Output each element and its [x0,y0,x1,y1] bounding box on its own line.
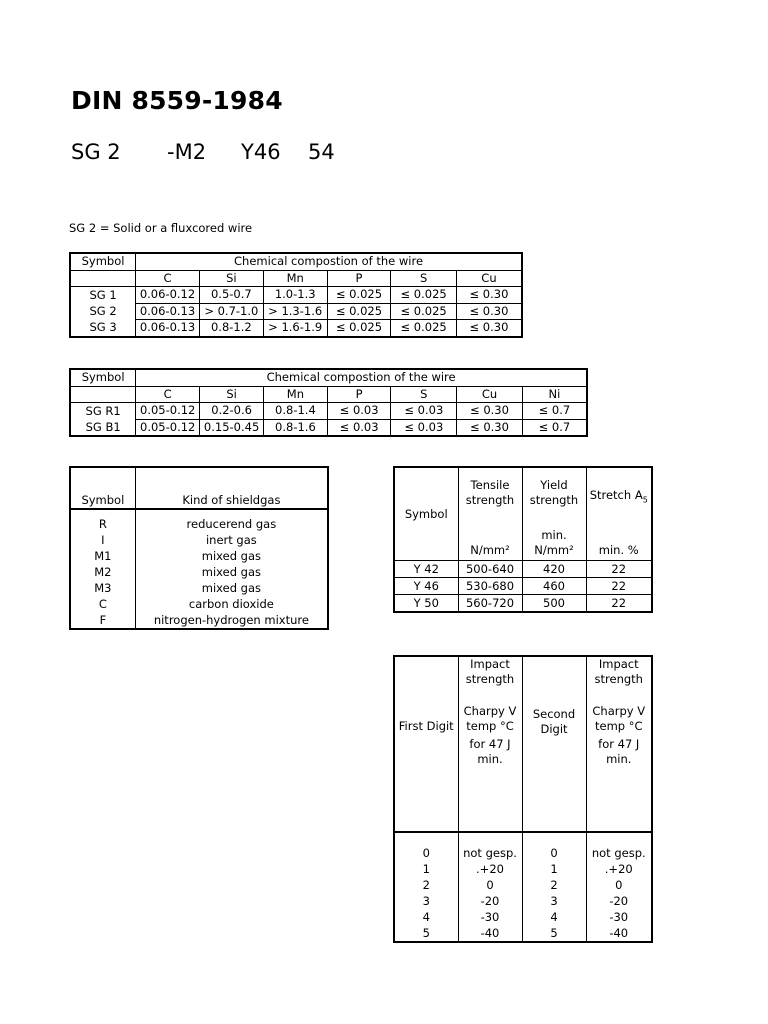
table-cell: 1.0-1.3 [263,287,327,304]
impact-header-2 [586,656,652,832]
designation-wire: SG 2 [71,140,121,164]
temp: -40 [458,925,522,942]
gas-kind: reducerend gas [135,509,328,532]
symbol-header: Symbol [70,467,135,509]
gas-kind: mixed gas [135,564,328,580]
impact-label-1: Impact strength [465,657,515,686]
tensile-header [458,467,522,561]
page-title: DIN 8559-1984 [71,86,283,115]
table-cell: ≤ 0.03 [327,403,391,420]
stretch-unit: min. % [598,543,639,557]
table-row [70,403,587,420]
table-row [70,580,328,596]
table-header-row [70,467,328,509]
table-row [70,287,522,304]
element-header-row [70,270,522,287]
temp: .+20 [586,861,652,877]
table-cell: ≤ 0.30 [456,303,522,320]
designation-yield: Y46 [241,140,281,164]
digit: 5 [422,925,430,940]
temp: -30 [586,909,652,925]
table-cell: 22 [586,578,652,595]
gas-kind: mixed gas [135,580,328,596]
table-row [394,578,652,595]
grade-symbol: Y 42 [394,561,458,578]
col-mn: Mn [263,270,327,287]
gas-symbol: M2 [94,564,112,579]
table-cell: 22 [586,595,652,613]
kind-header: Kind of shieldgas [135,467,328,509]
table-header-row [70,369,587,386]
digit: 1 [522,861,586,877]
impact-table [393,655,653,943]
col-si: Si [200,386,264,403]
table-cell: ≤ 0.025 [327,303,391,320]
digit: 2 [522,877,586,893]
grade-symbol: Y 46 [394,578,458,595]
row-symbol: SG 3 [70,320,136,337]
stretch-header [586,467,652,561]
table-cell: ≤ 0.30 [456,320,522,337]
temp: not gesp. [586,832,652,861]
table-row [70,532,328,548]
gas-symbol: M3 [94,580,112,595]
table-cell: 500-640 [458,561,522,578]
empty-cell [70,270,136,287]
table-cell: ≤ 0.025 [391,303,457,320]
table-cell: ≤ 0.30 [457,419,523,436]
table-cell: 0.8-1.2 [199,320,263,337]
temp: -30 [458,909,522,925]
empty-cell [70,386,136,403]
table-cell: 0.05-0.12 [136,419,200,436]
table-cell: ≤ 0.7 [522,419,587,436]
col-mn: Mn [264,386,328,403]
symbol-header: Symbol [70,369,136,386]
designation-gas: -M2 [167,140,207,164]
table-cell: ≤ 0.30 [456,287,522,304]
min-label-2: for 47 J min. [598,737,640,766]
col-p: P [327,270,391,287]
chemical-composition-table-2 [69,368,588,437]
table-cell: 0.2-0.6 [200,403,264,420]
table-cell: ≤ 0.025 [391,287,457,304]
composition-header: Chemical compostion of the wire [136,369,587,386]
table-cell: 0.06-0.13 [136,320,200,337]
gas-kind: inert gas [135,532,328,548]
gas-symbol: I [101,532,105,547]
col-cu: Cu [457,386,523,403]
table-row [70,320,522,337]
table-header-row [394,656,652,832]
col-ni: Ni [522,386,587,403]
table-header-row [394,467,652,561]
yield-header [522,467,586,561]
table-cell: 530-680 [458,578,522,595]
digit: 0 [522,832,586,861]
gas-symbol: M1 [94,548,112,563]
table-row [70,548,328,564]
yield-label: Yield strength [529,478,579,507]
table-cell: 420 [522,561,586,578]
element-header-row [70,386,587,403]
table-row [394,561,652,578]
digit: 3 [422,893,430,908]
yield-unit: min. N/mm² [534,528,574,557]
table-header-row [70,253,522,270]
table-row [394,861,652,877]
row-symbol: SG B1 [70,419,136,436]
table-cell: ≤ 0.7 [522,403,587,420]
table-cell: 500 [522,595,586,613]
gas-symbol: R [98,516,107,531]
stretch-subscript: 5 [642,495,648,505]
col-c: C [136,270,200,287]
strength-table [393,466,653,613]
digit: 3 [522,893,586,909]
second-digit-header [522,656,586,832]
table-cell: 0.15-0.45 [200,419,264,436]
gas-symbol: C [98,596,107,611]
temp: 0 [458,877,522,893]
charpy-label-2: Charpy V temp °C [592,704,646,733]
table-cell: > 1.6-1.9 [263,320,327,337]
temp: .+20 [458,861,522,877]
gas-kind: mixed gas [135,548,328,564]
impact-header-1 [458,656,522,832]
table-row [394,893,652,909]
symbol-header: Symbol [394,467,458,561]
grade-symbol: Y 50 [394,595,458,613]
table-cell: 0.8-1.6 [264,419,328,436]
stretch-text: Stretch A [589,488,643,502]
table-cell: 0.5-0.7 [199,287,263,304]
tensile-unit: N/mm² [470,543,510,557]
table-row [70,419,587,436]
table-cell: ≤ 0.025 [327,287,391,304]
impact-label-2: Impact strength [594,657,643,686]
second-digit-label: Second Digit [532,707,576,736]
chemical-composition-table-1 [69,252,523,338]
table-row [70,564,328,580]
col-s: S [391,270,457,287]
first-digit-header: First Digit [394,656,458,832]
col-cu: Cu [456,270,522,287]
composition-header: Chemical compostion of the wire [136,253,522,270]
table-row [394,909,652,925]
table-cell: ≤ 0.025 [327,320,391,337]
row-symbol: SG 1 [70,287,136,304]
table-cell: 0.05-0.12 [136,403,200,420]
temp: -20 [458,893,522,909]
sg-note: SG 2 = Solid or a fluxcored wire [69,221,253,235]
table-cell: 22 [586,561,652,578]
table-cell: ≤ 0.03 [391,419,457,436]
gas-kind: nitrogen-hydrogen mixture [135,612,328,629]
table-cell: ≤ 0.03 [327,419,391,436]
table-cell: ≤ 0.025 [391,320,457,337]
table-cell: ≤ 0.30 [457,403,523,420]
temp: 0 [586,877,652,893]
temp: not gesp. [458,832,522,861]
table-row [394,595,652,613]
table-row [70,596,328,612]
table-row [70,509,328,532]
temp: -40 [586,925,652,942]
table-row [394,832,652,861]
col-p: P [327,386,391,403]
digit: 2 [422,877,430,892]
table-cell: 0.06-0.13 [136,303,200,320]
table-cell: > 1.3-1.6 [263,303,327,320]
table-cell: 460 [522,578,586,595]
charpy-label-1: Charpy V temp °C [463,704,517,733]
shieldgas-table [69,466,329,630]
row-symbol: SG 2 [70,303,136,320]
digit: 1 [422,861,430,876]
gas-symbol: F [99,612,107,627]
digit: 5 [522,925,586,942]
col-c: C [136,386,200,403]
table-row [70,612,328,629]
table-row [70,303,522,320]
col-si: Si [199,270,263,287]
col-s: S [391,386,457,403]
table-cell: ≤ 0.03 [391,403,457,420]
digit: 4 [422,909,430,924]
stretch-label [587,488,652,507]
designation-impact: 54 [308,140,335,164]
table-row [394,925,652,942]
gas-kind: carbon dioxide [135,596,328,612]
digit: 4 [522,909,586,925]
table-row [394,877,652,893]
row-symbol: SG R1 [70,403,136,420]
table-cell: > 0.7-1.0 [199,303,263,320]
min-label-1: for 47 J min. [469,737,511,766]
tensile-label: Tensile strength [465,478,515,507]
symbol-header: Symbol [70,253,136,270]
table-cell: 560-720 [458,595,522,613]
temp: -20 [586,893,652,909]
table-cell: 0.8-1.4 [264,403,328,420]
digit: 0 [422,845,430,860]
table-cell: 0.06-0.12 [136,287,200,304]
